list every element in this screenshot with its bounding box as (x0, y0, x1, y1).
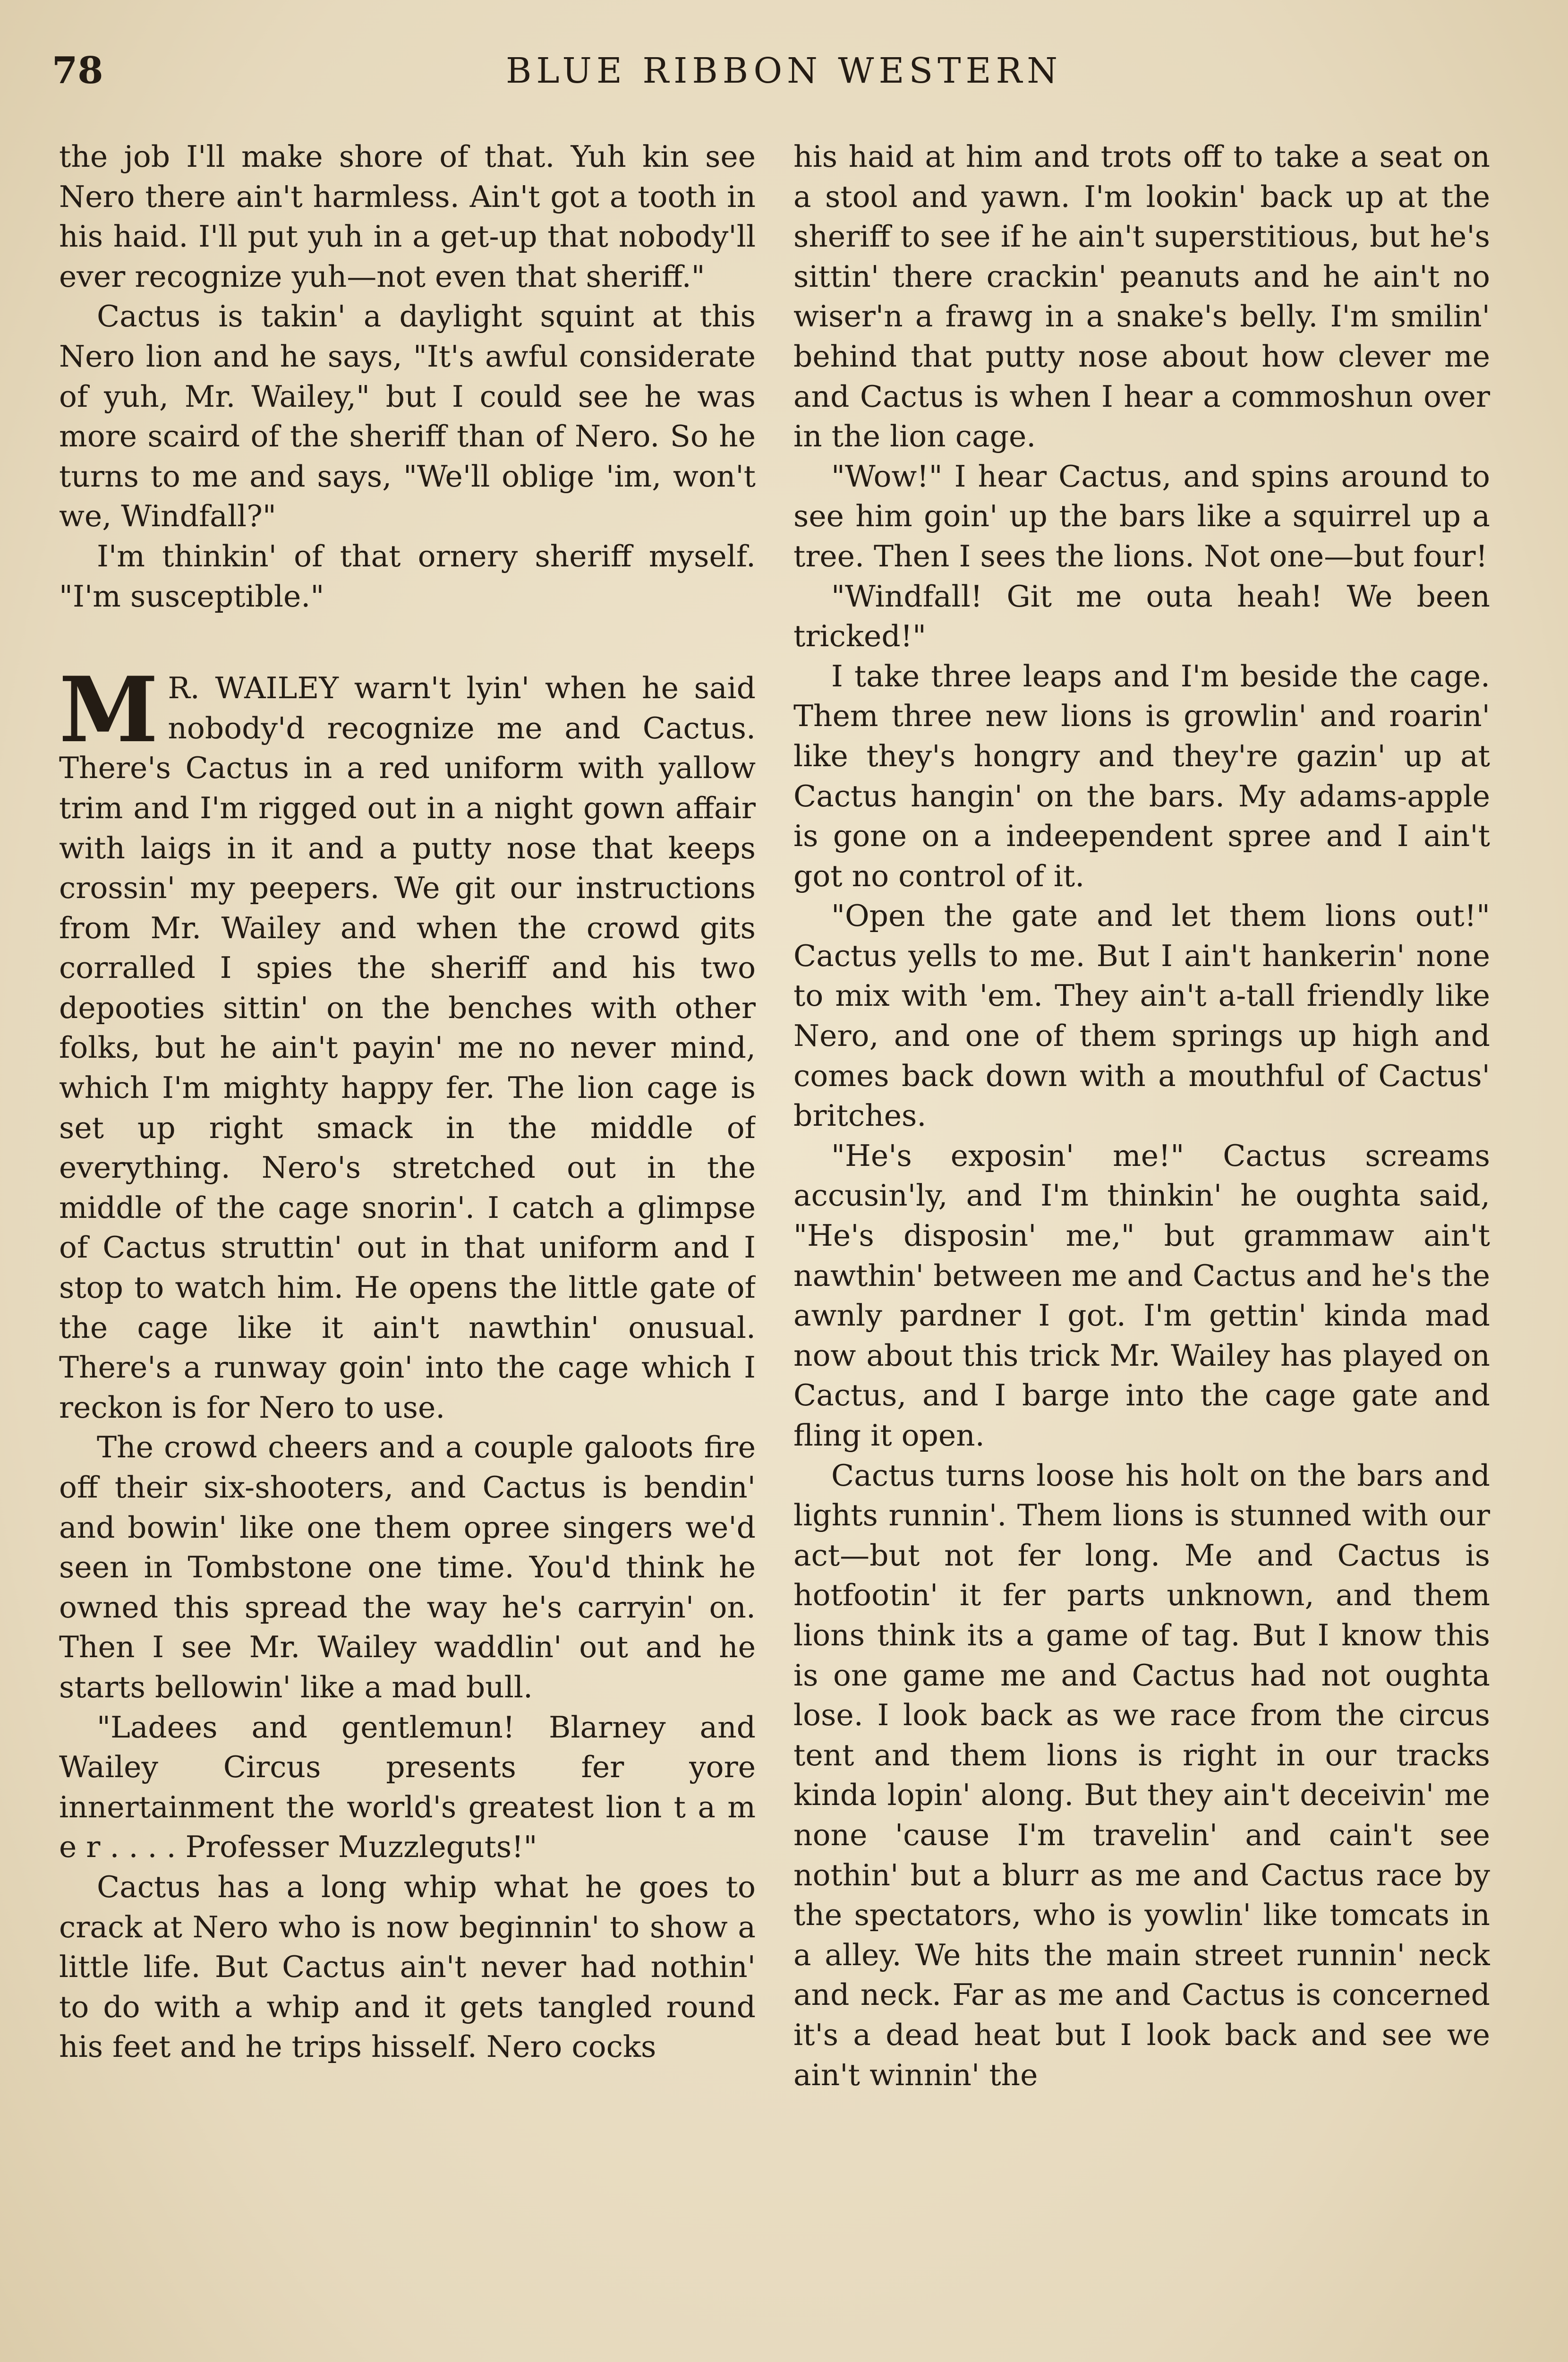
running-title: BLUE RIBBON WESTERN (505, 51, 1062, 91)
paragraph: "Ladees and gentlemun! Blarney and Wailey Circus presents fer yore innertainment the world's greatest lion t a m e r . . . . Professer Muzzleguts!" (59, 1710, 756, 1865)
right-column (793, 137, 1490, 2362)
paragraph: "Wow!" I hear Cactus, and spins around to see him goin' up the bars like a squirrel up a tree. Then I sees the lions. Not one—but four! (793, 459, 1490, 573)
paragraph-text: R. WAILEY warn't lyin' when he said nobody'd recognize me and Cactus. There's Cactus in a red uniform with yallow trim and I'm rigged out in a night gown affair with laigs in it and a putty nose that keeps crossin' my peepers. We git our instructions from Mr. Wailey and when the crowd gits corralled I spies the sheriff and his two depooties sittin' on the benches with other folks, but he ain't payin' me no never mind, which I'm mighty happy fer. The lion cage is set up right smack in the middle of everything. Nero's stretched out in the middle of the cage snorin'. I catch a glimpse of Cactus struttin' out in that uniform and I stop to watch him. He opens the little gate of the cage like it ain't nawthin' onusual. There's a runway goin' into the cage which I reckon is for Nero to use. (59, 671, 756, 1425)
drop-cap: M (59, 657, 160, 763)
section-opening-paragraph (59, 657, 756, 1428)
left-column (59, 137, 756, 2362)
paragraph: "Windfall! Git me outa heah! We been tricked!" (793, 579, 1490, 654)
paragraph: "He's exposin' me!" Cactus screams accusin'ly, and I'm thinkin' he oughta said, "He's disposin' me," but grammaw ain't nawthin' between me and Cactus and he's the awnly pardner I got. I'm gettin' kinda mad now about this trick Mr. Wailey has played on Cactus, and I barge into the cage gate and fling it open. (793, 1138, 1490, 1453)
paragraph: The crowd cheers and a couple galoots fire off their six-shooters, and Cactus is bendin' and bowin' like one them opree singers we'd seen in Tombstone one time. You'd think he owned this spread the way he's carryin' on. Then I see Mr. Wailey waddlin' out and he starts bellowin' like a mad bull. (59, 1430, 756, 1704)
paragraph: the job I'll make shore of that. Yuh kin see Nero there ain't harmless. Ain't got a tooth in his haid. I'll put yuh in a get-up that nobody'll ever recognize yuh—not even that sheriff." (59, 139, 756, 294)
paragraph: his haid at him and trots off to take a seat on a stool and yawn. I'm lookin' back up at the sheriff to see if he ain't superstitious, but he's sittin' there crackin' peanuts and he ain't no wiser'n a frawg in a snake's belly. I'm smilin' behind that putty nose about how clever me and Cactus is when I hear a commoshun over in the lion cage. (793, 139, 1490, 454)
page-header (52, 45, 1516, 97)
paragraph: I'm thinkin' of that ornery sheriff myself. "I'm susceptible." (59, 539, 756, 614)
paragraph: I take three leaps and I'm beside the cage. Them three new lions is growlin' and roarin' like they's hongry and they're gazin' up at Cactus hangin' on the bars. My adams-apple is gone on a indeependent spree and I ain't got no control of it. (793, 659, 1490, 893)
page-number: 78 (52, 49, 103, 92)
paragraph: Cactus has a long whip what he goes to crack at Nero who is now beginnin' to show a little life. But Cactus ain't never had nothin' to do with a whip and it gets tangled round his feet and he trips hisself. Nero cocks (59, 1869, 756, 2064)
paragraph: "Open the gate and let them lions out!" Cactus yells to me. But I ain't hankerin' none to mix with 'em. They ain't a-tall friendly like Nero, and one of them springs up high and comes back down with a mouthful of Cactus' britches. (793, 899, 1490, 1133)
paragraph: Cactus is takin' a daylight squint at this Nero lion and he says, "It's awful considerate of yuh, Mr. Wailey," but I could see he was more scaird of the sheriff than of Nero. So he turns to me and says, "We'll oblige 'im, won't we, Windfall?" (59, 299, 756, 534)
paragraph: Cactus turns loose his holt on the bars and lights runnin'. Them lions is stunned with our act—but not fer long. Me and Cactus is hotfootin' it fer parts unknown, and them lions think its a game of tag. But I know this is one game me and Cactus had not oughta lose. I look back as we race from the circus tent and them lions is right in our tracks kinda lopin' along. But they ain't deceivin' me none 'cause I'm travelin' and cain't see nothin' but a blurr as me and Cactus race by the spectators, who is yowlin' like tomcats in a alley. We hits the main street runnin' neck and neck. Far as me and Cactus is concerned it's a dead heat but I look back and see we ain't winnin' the (793, 1458, 1490, 2092)
